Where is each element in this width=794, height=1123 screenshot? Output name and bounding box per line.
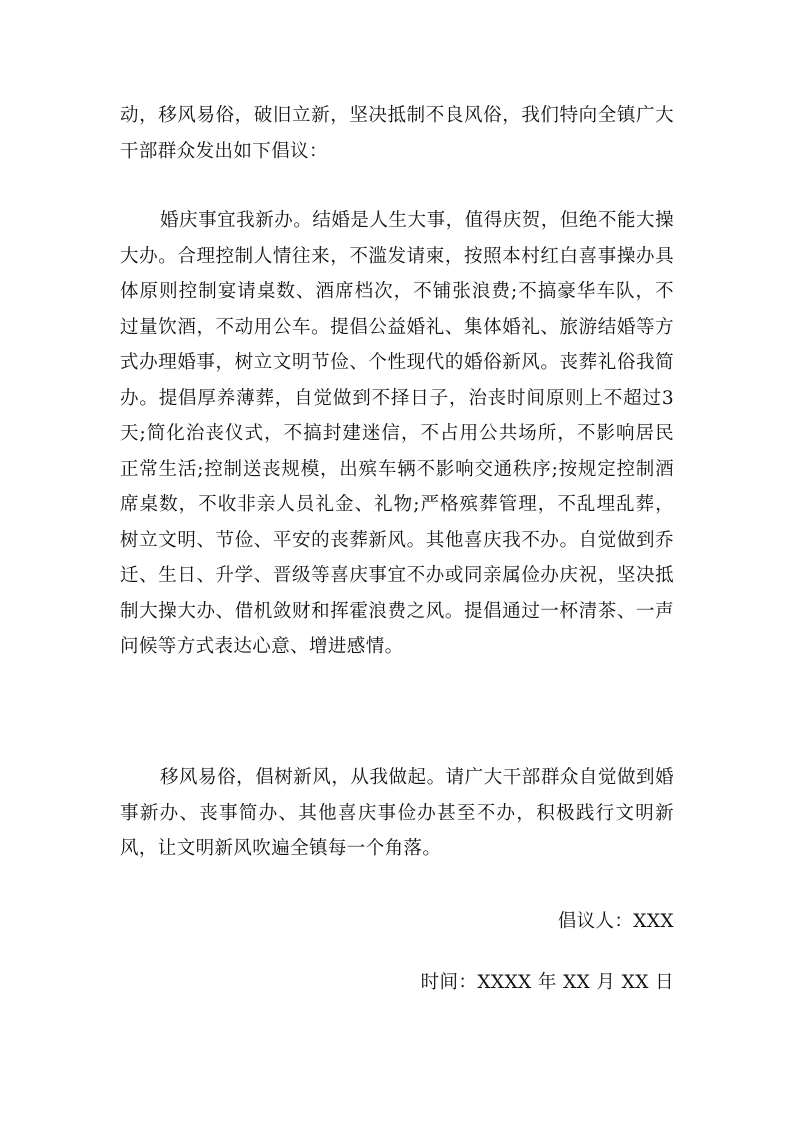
paragraph-closing: 移风易俗，倡树新风，从我做起。请广大干部群众自觉做到婚事新办、丧事简办、其他喜庆事俭办甚至不办，积极践行文明新风，让文明新风吹遍全镇每一个角落。: [120, 767, 674, 859]
paragraph-main: 婚庆事宜我新办。结婚是人生大事，值得庆贺，但绝不能大操大办。合理控制人情往来，不滥发请柬，按照本村红白喜事操办具体原则控制宴请桌数、酒席档次，不铺张浪费;不搞豪华车队，不过量饮酒，不动用公车。提倡公益婚礼、集体婚礼、旅游结婚等方式办理婚事，树立文明节俭、个性现代的婚俗新风。丧葬礼俗我简办。提倡厚养薄葬，自觉做到不择日子，治丧时间原则上不超过3天;简化治丧仪式，不搞封建迷信，不占用公共场所，不影响居民正常生活;控制送丧规模，出殡车辆不影响交通秩序;按规定控制酒席桌数，不收非亲人员礼金、礼物;严格殡葬管理，不乱埋乱葬，树立文明、节俭、平安的丧葬新风。其他喜庆我不办。自觉做到乔迁、生日、升学、晋级等喜庆事宜不办或同亲属俭办庆祝，坚决抵制大操大办、借机敛财和挥霍浪费之风。提倡通过一杯清茶、一声问候等方式表达心意、增进感情。: [120, 210, 674, 657]
date-line: 时间：XXXX 年 XX 月 XX 日: [420, 972, 674, 993]
signature-line: 倡议人：XXX: [557, 911, 674, 932]
paragraph-continued: 动，移风易俗，破旧立新，坚决抵制不良风俗，我们特向全镇广大干部群众发出如下倡议：: [120, 105, 674, 162]
